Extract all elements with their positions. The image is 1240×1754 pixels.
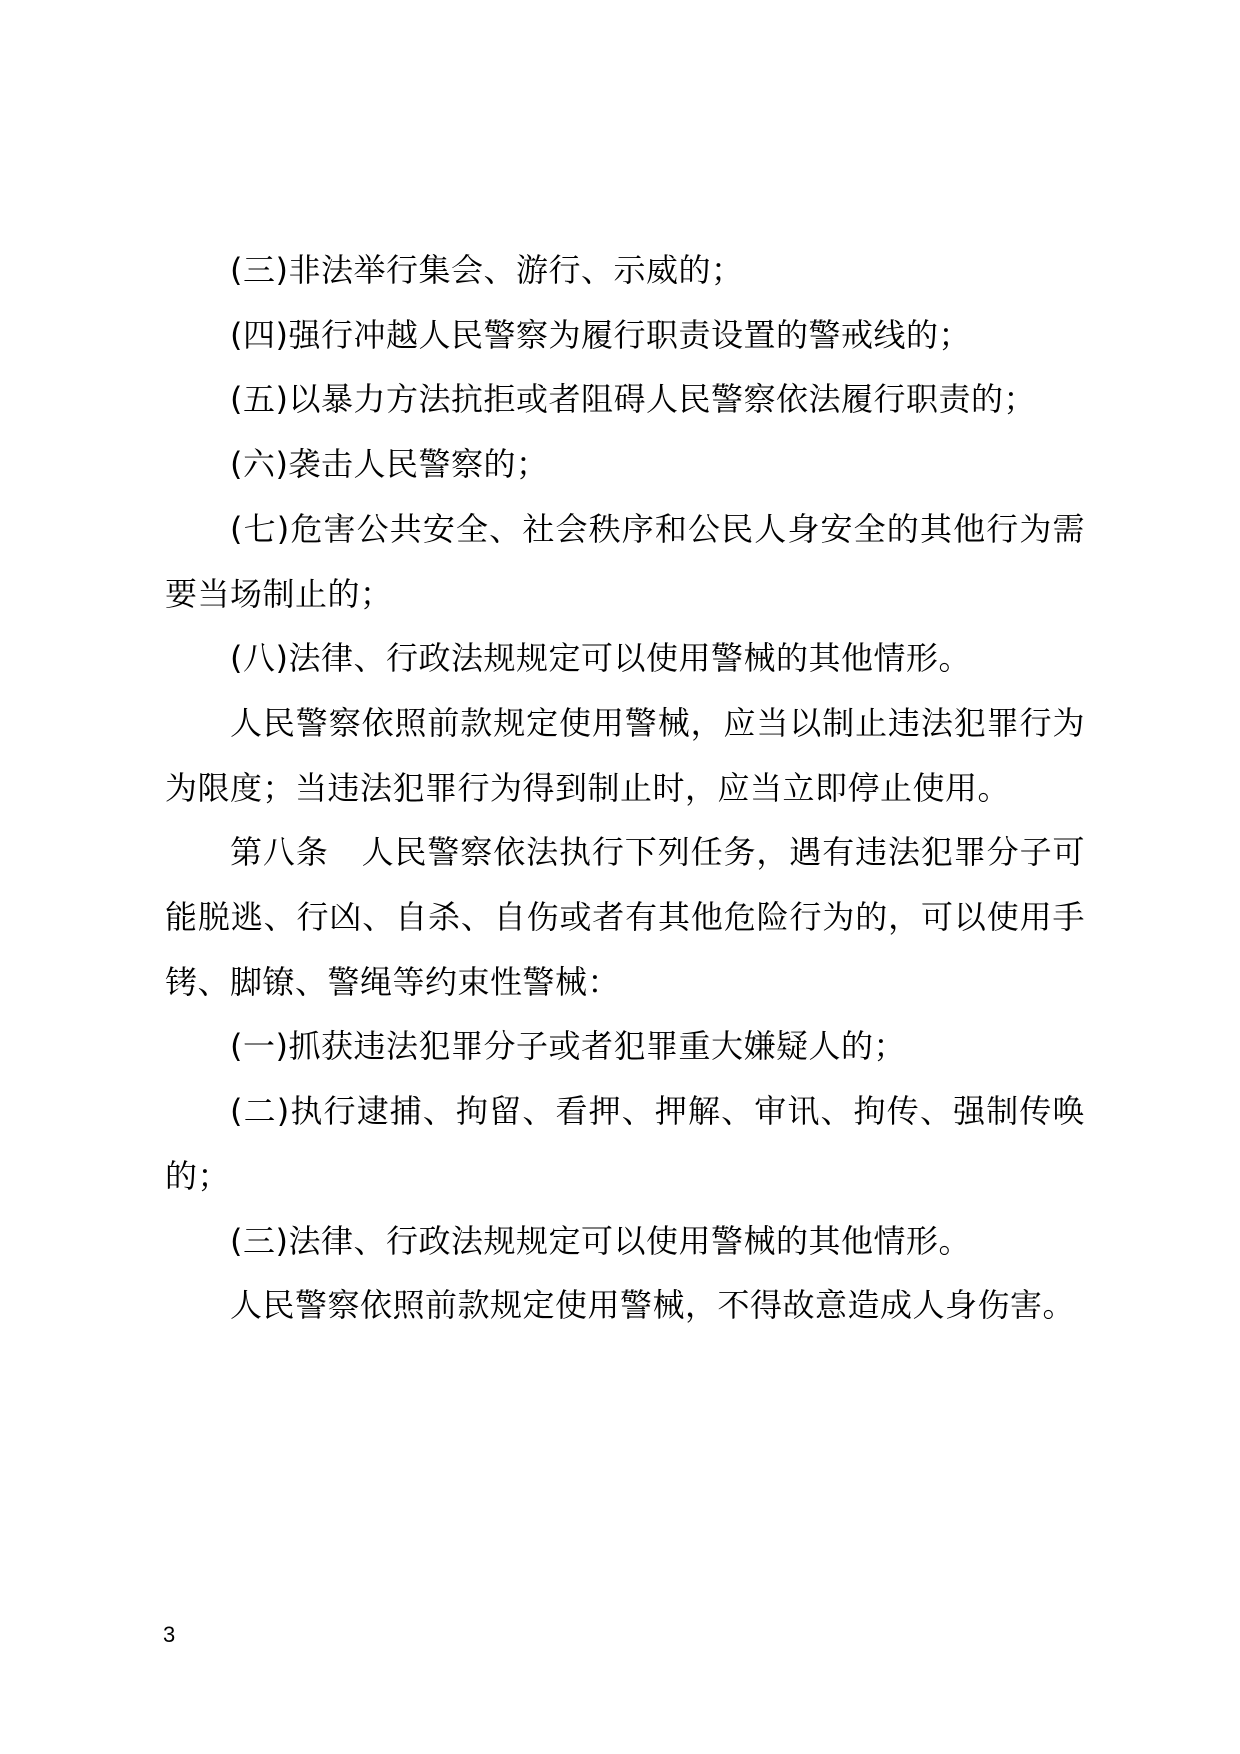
paragraph-clause-6: (六)袭击人民警察的； <box>230 445 549 484</box>
paragraph-article-8-clause-1: (一)抓获违法犯罪分子或者犯罪重大嫌疑人的； <box>230 1027 906 1066</box>
paragraph-no-injury: 人民警察依照前款规定使用警械，不得故意造成人身伤害。 <box>230 1286 1076 1325</box>
paragraph-article-8: 第八条 人民警察依法执行下列任务，遇有违法犯罪分子可能脱逃、行凶、自杀、自伤或者有其他危险行为的，可以使用手铐、脚镣、警绳等约束性警械： <box>165 833 1085 1001</box>
paragraph-usage-limit: 人民警察依照前款规定使用警械，应当以制止违法犯罪行为为限度；当违法犯罪行为得到制止时，应当立即停止使用。 <box>165 703 1085 807</box>
page-number: 3 <box>163 1622 176 1647</box>
paragraph-clause-3: (三)非法举行集会、游行、示威的； <box>230 251 744 289</box>
paragraph-clause-8: (八)法律、行政法规规定可以使用警械的其他情形。 <box>230 639 971 678</box>
paragraph-clause-5: (五)以暴力方法抗拒或者阻碍人民警察依法履行职责的； <box>230 380 1036 419</box>
paragraph-clause-4: (四)强行冲越人民警察为履行职责设置的警戒线的； <box>230 315 971 354</box>
paragraph-article-8-clause-2: (二)执行逮捕、拘留、看押、押解、审讯、拘传、强制传唤的； <box>165 1092 1085 1195</box>
paragraph-article-8-clause-3: (三)法律、行政法规规定可以使用警械的其他情形。 <box>230 1221 971 1260</box>
document-body <box>165 238 1085 1338</box>
paragraph-clause-7: (七)危害公共安全、社会秩序和公民人身安全的其他行为需要当场制止的； <box>165 509 1085 613</box>
